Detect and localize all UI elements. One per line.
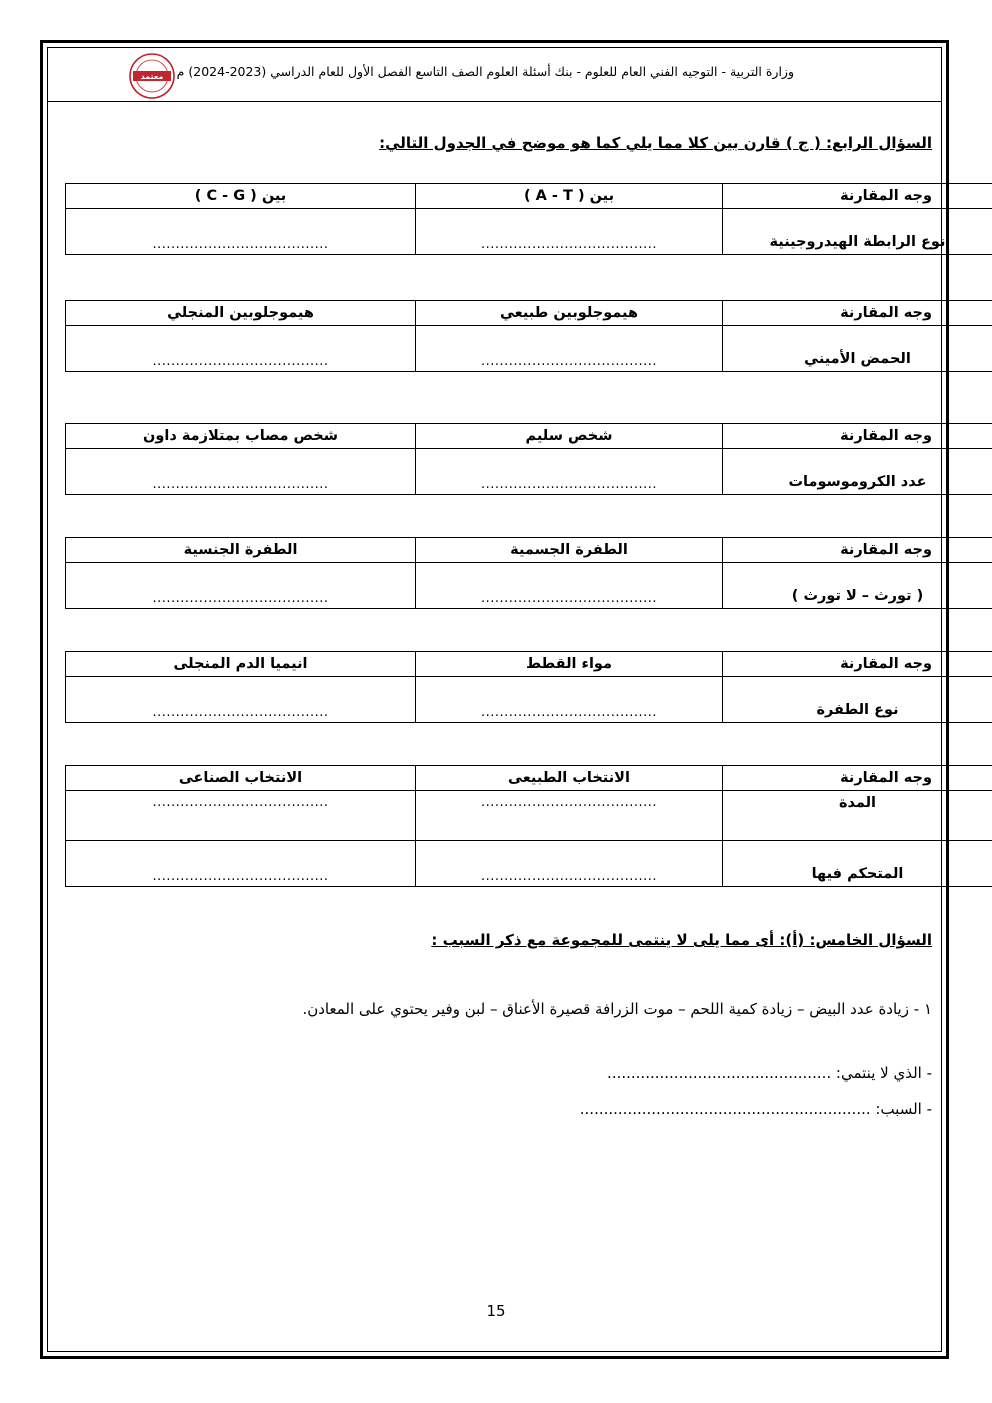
answer-blank[interactable]: ...................................... [152,354,329,369]
row-label: الحمض الأميني [804,351,911,367]
comparison-table-hemoglobin [65,300,992,372]
answer-blank[interactable]: ...................................... [152,237,329,252]
page-header: وزارة التربية - التوجيه الفني العام للعلوم - بنك أسئلة العلوم الصف التاسع الفصل الأول للعام الدراسي (2023-2024) م [176,64,794,79]
header-aspect: وجه المقارنة [723,424,992,449]
row-label: عدد الكروموسومات [788,474,927,490]
approved-stamp-icon [128,52,176,100]
header-col-b: بين ( C - G ) [66,184,416,209]
question-5-heading: السؤال الخامس: (أ): أى مما يلى لا ينتمى للمجموعة مع ذكر السبب : [431,931,932,949]
answer-blank[interactable]: ...................................... [152,869,329,884]
reason-answer-line[interactable]: - السبب: ............................................................. [579,1100,932,1118]
answer-blank[interactable]: ...................................... [152,477,329,492]
header-col-a: هيموجلوبين طبيعي [416,301,723,326]
answer-blank[interactable]: ...................................... [152,591,329,606]
header-col-b: الانتخاب الصناعى [66,766,416,791]
header-col-a: مواء القطط [416,652,723,677]
row-label: نوع الرابطة الهيدروجينية [769,234,946,250]
header-col-a: الطفرة الجسمية [416,538,723,563]
page-number: 15 [486,1302,506,1320]
header-col-a: بين ( A - T ) [416,184,723,209]
answer-blank[interactable]: ...................................... [480,869,658,884]
not-belong-answer-line[interactable]: - الذي لا ينتمي: ............................................... [607,1064,932,1082]
comparison-table-selection [65,765,992,887]
header-aspect: وجه المقارنة [723,766,992,791]
comparison-table-dna-bonds [65,183,992,255]
row-label: ( تورث – لا تورث ) [791,588,924,604]
answer-blank[interactable]: ...................................... [480,591,658,606]
header-aspect: وجه المقارنة [723,301,992,326]
row-label: المدة [838,795,877,811]
row-label: المتحكم فيها [811,866,904,882]
header-aspect: وجه المقارنة [723,538,992,563]
header-col-b: الطفرة الجنسية [66,538,416,563]
header-col-b: انيميا الدم المنجلى [66,652,416,677]
answer-blank[interactable]: ...................................... [480,354,658,369]
header-col-b: شخص مصاب بمتلازمة داون [66,424,416,449]
answer-blank[interactable]: ...................................... [480,705,658,720]
answer-blank[interactable]: ...................................... [480,237,658,252]
answer-blank[interactable]: ...................................... [480,795,658,810]
header-aspect: وجه المقارنة [723,652,992,677]
question-4-heading: السؤال الرابع: ( ج ) قارن بين كلا مما يلي كما هو موضح في الجدول التالي: [379,134,932,152]
answer-blank[interactable]: ...................................... [480,477,658,492]
answer-blank[interactable]: ...................................... [152,705,329,720]
comparison-table-chromosomes [65,423,992,495]
header-col-b: هيموجلوبين المنجلي [66,301,416,326]
answer-blank[interactable]: ...................................... [152,795,329,810]
comparison-table-mutation-type [65,651,992,723]
header-aspect: وجه المقارنة [723,184,992,209]
header-rule [47,101,942,102]
header-col-a: شخص سليم [416,424,723,449]
row-label: نوع الطفرة [816,702,899,718]
svg-text:معتمد: معتمد [140,72,164,81]
header-col-a: الانتخاب الطبيعى [416,766,723,791]
odd-one-out-item: ١ - زيادة عدد البيض – زيادة كمية اللحم – موت الزرافة قصيرة الأعناق – لبن وفير يحتوي على المعادن. [302,1000,932,1018]
comparison-table-mutations [65,537,992,609]
